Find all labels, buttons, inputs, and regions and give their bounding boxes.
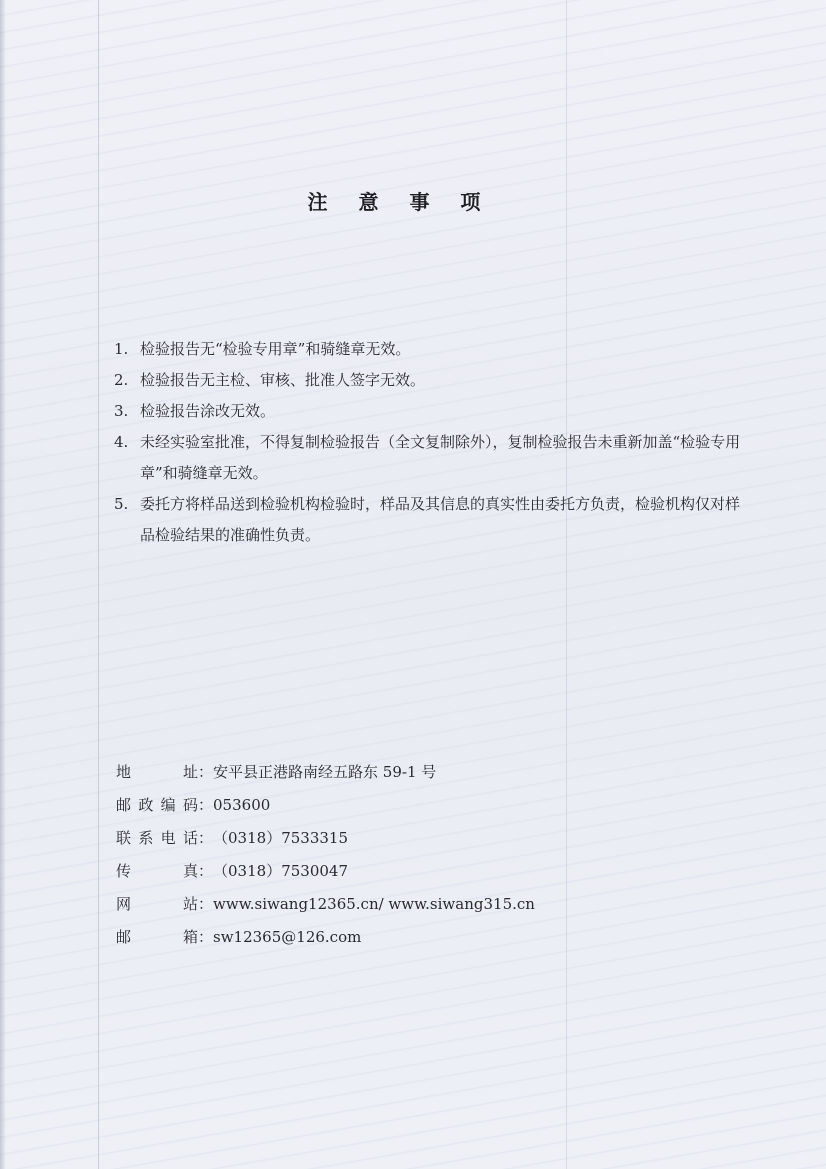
contact-label: 网站 [116, 895, 198, 913]
contact-address [116, 756, 736, 789]
contact-value: 安平县正港路南经五路东 59-1 号 [213, 763, 437, 781]
note-text: 委托方将样品送到检验机构检验时，样品及其信息的真实性由委托方负责，检验机构仅对样品检验结果的准确性负责。 [140, 495, 741, 544]
contact-colon: ： [198, 928, 214, 946]
note-text: 检验报告无“检验专用章”和骑缝章无效。 [140, 340, 411, 358]
contact-postcode [116, 789, 736, 822]
contact-colon: ： [198, 829, 214, 847]
note-item [114, 365, 754, 396]
note-item [114, 396, 754, 427]
note-number: 4. [114, 433, 129, 451]
contact-value: （0318）7530047 [213, 862, 348, 880]
contact-info [116, 756, 736, 954]
page-edge-shadow [0, 0, 6, 1169]
contact-value: www.siwang12365.cn/ www.siwang315.cn [213, 895, 535, 913]
contact-colon: ： [198, 796, 214, 814]
note-item [114, 489, 754, 551]
contact-value: 053600 [213, 796, 271, 814]
page-title: 注 意 事 项 [307, 190, 493, 214]
contact-label: 地址 [116, 763, 198, 781]
contact-label: 邮政编码 [116, 796, 198, 814]
contact-email [116, 921, 736, 954]
contact-label: 联系电话 [116, 829, 198, 847]
note-number: 3. [114, 402, 129, 420]
note-text: 检验报告涂改无效。 [140, 402, 276, 420]
contact-value: sw12365@126.com [213, 928, 362, 946]
contact-label: 传真 [116, 862, 198, 880]
fold-line-left [98, 0, 99, 1169]
fold-line-right [566, 0, 567, 1169]
contact-value: （0318）7533315 [213, 829, 348, 847]
contact-colon: ： [198, 763, 214, 781]
contact-fax [116, 855, 736, 888]
note-number: 2. [114, 371, 129, 389]
note-text: 未经实验室批准，不得复制检验报告（全文复制除外），复制检验报告未重新加盖“检验专用章”和骑缝章无效。 [140, 433, 741, 482]
note-text: 检验报告无主检、审核、批准人签字无效。 [140, 371, 426, 389]
contact-phone [116, 822, 736, 855]
contact-colon: ： [198, 862, 214, 880]
note-item [114, 427, 754, 489]
notes-list [114, 334, 754, 551]
note-item [114, 334, 754, 365]
contact-colon: ： [198, 895, 214, 913]
note-number: 1. [114, 340, 129, 358]
contact-label: 邮箱 [116, 928, 198, 946]
contact-website [116, 888, 736, 921]
note-number: 5. [114, 495, 129, 513]
